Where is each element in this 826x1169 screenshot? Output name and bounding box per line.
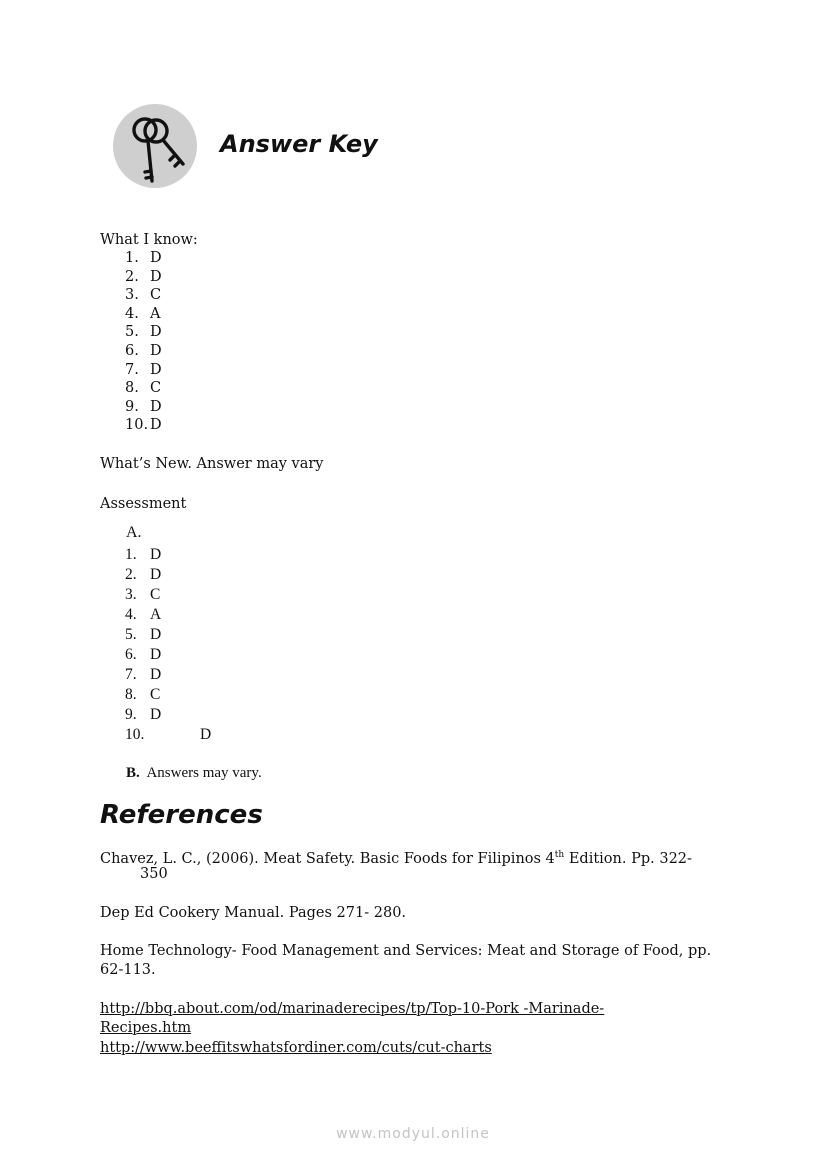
list-item: 8. C <box>125 686 161 703</box>
list-item: 10. D <box>125 417 162 434</box>
whats-new-line: What’s New. Answer may vary <box>100 456 324 472</box>
part-a-label: A. <box>126 524 142 541</box>
what-i-know-list <box>125 249 162 435</box>
part-b-text: Answers may vary. <box>146 765 262 781</box>
reference-link-1[interactable]: http://bbq.about.com/od/marinaderecipes/tp/Top-10-Pork -Marinade- Recipes.htm <box>100 1001 605 1036</box>
list-item: 4. A <box>125 305 161 322</box>
list-item: 5. D <box>125 626 162 643</box>
reference-1-cont: 350 <box>140 866 168 882</box>
reference-link-2[interactable]: http://www.beeffitswhatsfordiner.com/cuts/cut-charts <box>100 1040 492 1056</box>
list-item: 9. D <box>125 706 162 723</box>
list-item: 9. D <box>125 398 162 415</box>
list-item: 7. D <box>125 666 162 683</box>
assessment-list <box>125 545 211 745</box>
list-item: 6. D <box>125 342 162 359</box>
list-item: 3. C <box>125 586 161 603</box>
section-label-what-i-know: What I know: <box>100 232 198 248</box>
reference-1: Chavez, L. C., (2006). Meat Safety. Basic Foods for Filipinos 4th Edition. Pp. 322- <box>100 850 692 867</box>
references-title: References <box>100 800 263 830</box>
list-item: 4. A <box>125 606 162 623</box>
footer-watermark: www.modyul.online <box>336 1126 490 1142</box>
list-item: 2. D <box>125 268 162 285</box>
page-title: Answer Key <box>220 130 378 158</box>
reference-2: Dep Ed Cookery Manual. Pages 271- 280. <box>100 905 407 921</box>
list-item: 8. C <box>125 380 162 397</box>
list-item: 2. D <box>125 566 162 583</box>
list-item: 10. D <box>125 726 212 743</box>
list-item: 7. D <box>125 361 162 378</box>
reference-3: Home Technology- Food Management and Services: Meat and Storage of Food, pp. <box>100 943 712 959</box>
list-item: 5. D <box>125 324 162 341</box>
list-item: 1. D <box>125 250 162 266</box>
list-item: 3. C <box>125 287 162 304</box>
part-b-line <box>126 765 262 782</box>
section-label-assessment: Assessment <box>100 496 187 512</box>
reference-3-cont: 62-113. <box>100 962 156 978</box>
keys-icon <box>112 103 198 189</box>
list-item: 1. D <box>125 546 162 563</box>
part-b-label: B. <box>126 765 140 781</box>
list-item: 6. D <box>125 646 162 663</box>
